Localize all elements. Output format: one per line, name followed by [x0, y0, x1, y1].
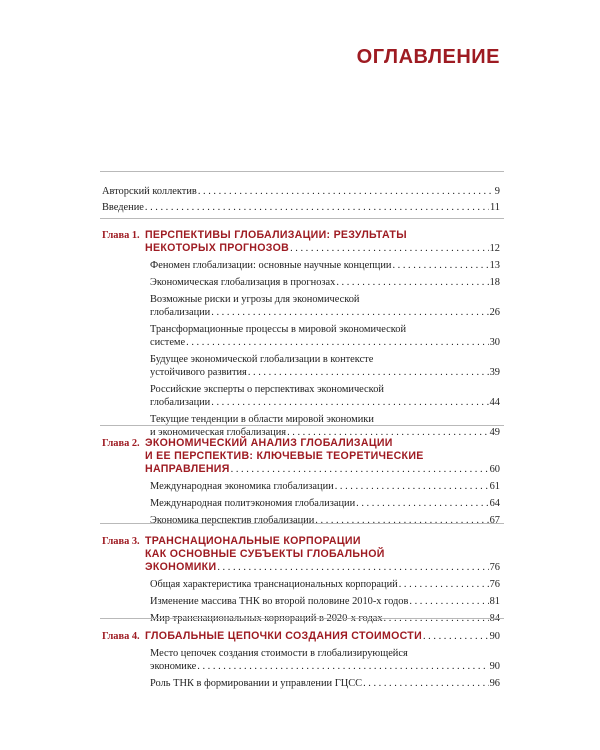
entry-title: устойчивого развития: [150, 367, 247, 378]
chapter-title[interactable]: [145, 630, 500, 643]
page-number: 76: [489, 579, 500, 590]
section-entry[interactable]: [150, 660, 500, 673]
entry-title: Изменение массива ТНК во второй половине 2010-х годов: [150, 596, 409, 607]
page-number: 81: [489, 596, 500, 607]
dot-leader: [399, 578, 489, 591]
chapter-divider: [100, 425, 504, 426]
chapter-title[interactable]: [145, 463, 500, 476]
dot-leader: [392, 259, 488, 272]
chapter-title[interactable]: [145, 242, 500, 255]
chapter-title-line: ЭКОНОМИЧЕСКИЙ АНАЛИЗ ГЛОБАЛИЗАЦИИ: [145, 437, 393, 449]
page-number: 67: [489, 515, 500, 526]
section-entry[interactable]: [150, 366, 500, 379]
chapter-title-line: И ЕЕ ПЕРСПЕКТИВ: КЛЮЧЕВЫЕ ТЕОРЕТИЧЕСКИЕ: [145, 450, 424, 462]
entry-title: Роль ТНК в формировании и управлении ГЦСС: [150, 678, 363, 689]
section-entry[interactable]: [150, 276, 500, 289]
dot-leader: [356, 497, 488, 510]
page-number: 11: [489, 202, 500, 213]
section-entry[interactable]: [150, 480, 500, 493]
chapter-title[interactable]: [145, 561, 500, 574]
page-number: 49: [489, 427, 500, 438]
chapter-title-line: ПЕРСПЕКТИВЫ ГЛОБАЛИЗАЦИИ: РЕЗУЛЬТАТЫ: [145, 229, 407, 241]
entry-title: ЭКОНОМИКИ: [145, 561, 217, 573]
entry-title: Авторский коллектив: [102, 186, 197, 197]
dot-leader: [231, 463, 489, 476]
entry-title: Экономическая глобализация в прогнозах: [150, 277, 336, 288]
chapter-title-line: ТРАНСНАЦИОНАЛЬНЫЕ КОРПОРАЦИИ: [145, 535, 361, 547]
dot-leader: [290, 242, 489, 255]
chapter-title-line: КАК ОСНОВНЫЕ СУБЪЕКТЫ ГЛОБАЛЬНОЙ: [145, 548, 385, 560]
chapter-label: Глава 4.: [102, 631, 140, 642]
entry-title: НАПРАВЛЕНИЯ: [145, 463, 230, 475]
page-number: 18: [489, 277, 500, 288]
section-title-line: Место цепочек создания стоимости в глобализирующейся: [150, 648, 408, 659]
chapter-label: Глава 3.: [102, 536, 140, 547]
section-entry[interactable]: [150, 497, 500, 510]
page-number: 96: [489, 678, 500, 689]
page-number: 13: [489, 260, 500, 271]
entry-title: ГЛОБАЛЬНЫЕ ЦЕПОЧКИ СОЗДАНИЯ СТОИМОСТИ: [145, 630, 422, 642]
chapter-divider: [100, 523, 504, 524]
page-number: 44: [489, 397, 500, 408]
page-number: 64: [489, 498, 500, 509]
dot-leader: [145, 201, 489, 214]
dot-leader: [197, 660, 488, 673]
page-number: 39: [489, 367, 500, 378]
dot-leader: [409, 595, 488, 608]
entry-title: глобализации: [150, 307, 211, 318]
chapter-label: Глава 1.: [102, 230, 140, 241]
page-number: 61: [489, 481, 500, 492]
front-entry[interactable]: [102, 185, 500, 198]
page-number: 84: [489, 613, 500, 624]
dot-leader: [211, 306, 488, 319]
entry-title: Международная политэкономия глобализации: [150, 498, 356, 509]
chapter-label: Глава 2.: [102, 438, 140, 449]
section-entry[interactable]: [150, 677, 500, 690]
section-title-line: Текущие тенденции в области мировой экономики: [150, 414, 374, 425]
entry-title: и экономическая глобализация: [150, 427, 287, 438]
dot-leader: [335, 480, 489, 493]
page-number: 9: [494, 186, 500, 197]
chapter-divider: [100, 618, 504, 619]
top-divider: [100, 171, 504, 172]
section-title-line: Возможные риски и угрозы для экономической: [150, 294, 360, 305]
dot-leader: [198, 185, 494, 198]
section-entry[interactable]: [150, 306, 500, 319]
entry-title: НЕКОТОРЫХ ПРОГНОЗОВ: [145, 242, 290, 254]
page-number: 90: [489, 631, 500, 642]
dot-leader: [186, 336, 488, 349]
dot-leader: [336, 276, 488, 289]
section-entry[interactable]: [150, 514, 500, 527]
section-entry[interactable]: [150, 259, 500, 272]
page-number: 30: [489, 337, 500, 348]
dot-leader: [217, 561, 488, 574]
divider: [100, 218, 504, 219]
page-number: 76: [489, 562, 500, 573]
dot-leader: [423, 630, 489, 643]
section-entry[interactable]: [150, 336, 500, 349]
entry-title: Феномен глобализации: основные научные концепции: [150, 260, 392, 271]
section-title-line: Будущее экономической глобализации в контексте: [150, 354, 374, 365]
page-number: 90: [489, 661, 500, 672]
page-number: 60: [489, 464, 500, 475]
dot-leader: [248, 366, 489, 379]
section-title-line: Трансформационные процессы в мировой экономической: [150, 324, 407, 335]
dot-leader: [211, 396, 488, 409]
entry-title: Экономика перспектив глобализации: [150, 515, 315, 526]
section-entry[interactable]: [150, 578, 500, 591]
section-entry[interactable]: [150, 595, 500, 608]
page-number: 26: [489, 307, 500, 318]
section-title-line: Российские эксперты о перспективах экономической: [150, 384, 384, 395]
entry-title: Введение: [102, 202, 144, 213]
entry-title: Мир транснациональных корпораций в 2020-х годах: [150, 613, 383, 624]
entry-title: Международная экономика глобализации: [150, 481, 334, 492]
dot-leader: [363, 677, 489, 690]
entry-title: глобализации: [150, 397, 211, 408]
entry-title: системе: [150, 337, 186, 348]
dot-leader: [315, 514, 488, 527]
entry-title: экономике: [150, 661, 197, 672]
section-entry[interactable]: [150, 396, 500, 409]
entry-title: Общая характеристика транснациональных корпораций: [150, 579, 398, 590]
page-number: 12: [489, 243, 500, 254]
page-title: ОГЛАВЛЕНИЕ: [356, 46, 500, 68]
front-entry[interactable]: [102, 201, 500, 214]
